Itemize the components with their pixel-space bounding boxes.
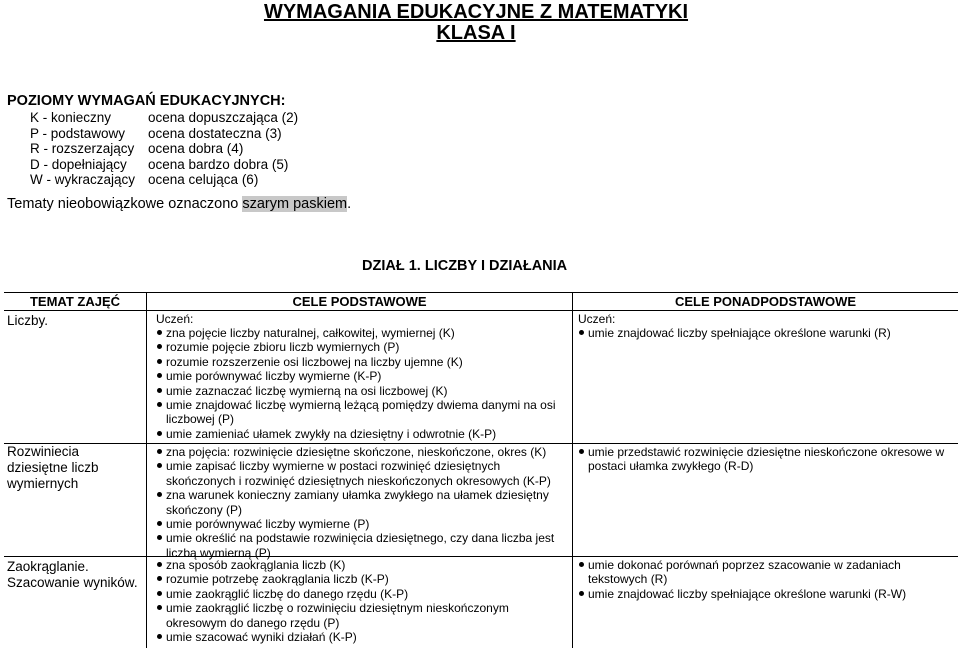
list-item: umie porównywać liczby wymierne (K-P) bbox=[156, 369, 566, 383]
list-item: zna warunek konieczny zamiany ułamka zwykłego na ułamek dziesiętny skończony (P) bbox=[156, 488, 566, 517]
row-divider bbox=[4, 443, 958, 444]
list-item: zna sposób zaokrąglania liczb (K) bbox=[156, 558, 566, 572]
list-item: rozumie rozszerzenie osi liczbowej na liczby ujemne (K) bbox=[156, 355, 566, 369]
list-item: zna pojęcia: rozwinięcie dziesiętne skończone, nieskończone, okres (K) bbox=[156, 445, 566, 459]
column-divider bbox=[146, 293, 147, 648]
list-item: umie zaokrąglić liczbę do danego rzędu (K-P) bbox=[156, 587, 566, 601]
topic-cell: Zaokrąglanie. Szacowanie wyników. bbox=[7, 559, 138, 590]
student-label: Uczeń: bbox=[156, 312, 194, 326]
header-advanced-goals: CELE PONADPODSTAWOWE bbox=[674, 294, 857, 309]
basic-goals-cell bbox=[156, 558, 566, 644]
list-item: umie przedstawić rozwinięcie dziesiętne nieskończone okresowe w postaci ułamka zwykłego (R-D) bbox=[578, 445, 956, 474]
level-grade: ocena dostateczna (3) bbox=[148, 125, 282, 141]
section-title: DZIAŁ 1. LICZBY I DZIAŁANIA bbox=[362, 258, 568, 274]
column-divider bbox=[572, 293, 573, 648]
level-grade: ocena bardzo dobra (5) bbox=[148, 156, 289, 172]
level-grade: ocena celująca (6) bbox=[148, 172, 259, 188]
level-code: K - konieczny bbox=[30, 110, 112, 125]
level-row bbox=[30, 110, 298, 126]
advanced-goals-cell bbox=[578, 312, 956, 340]
list-item: umie zaznaczać liczbę wymierną na osi liczbowej (K) bbox=[156, 384, 566, 398]
list-item: umie zaokrąglić liczbę o rozwinięciu dziesiętnym nieskończonym okresowym do danego rzędu (P) bbox=[156, 601, 566, 630]
list-item: umie znajdować liczbę wymierną leżącą pomiędzy dwiema danymi na osi liczbowej (P) bbox=[156, 398, 566, 427]
list-item: umie zamieniać ułamek zwykły na dziesiętny i odwrotnie (K-P) bbox=[156, 427, 566, 441]
document-title: WYMAGANIA EDUKACYJNE Z MATEMATYKI bbox=[263, 1, 689, 23]
requirements-table bbox=[4, 292, 958, 648]
list-item: umie szacować wyniki działań (K-P) bbox=[156, 630, 566, 644]
level-code: P - podstawowy bbox=[30, 125, 126, 141]
optional-topics-note bbox=[7, 196, 351, 212]
advanced-goals-cell bbox=[578, 445, 956, 474]
level-code: R - rozszerzający bbox=[30, 141, 135, 157]
level-row bbox=[30, 141, 298, 157]
basic-goals-cell bbox=[156, 445, 566, 560]
level-row bbox=[30, 126, 298, 142]
advanced-goals-list bbox=[578, 558, 956, 601]
levels-list bbox=[30, 110, 298, 188]
list-item: umie porównywać liczby wymierne (P) bbox=[156, 517, 566, 531]
note-text: Tematy nieobowiązkowe oznaczono bbox=[7, 196, 243, 212]
note-highlight: szarym paskiem bbox=[242, 196, 348, 212]
level-code: W - wykraczający bbox=[30, 172, 136, 188]
list-item: umie znajdować liczby spełniające określone warunki (R) bbox=[578, 326, 956, 340]
topic-cell: Liczby. bbox=[7, 313, 49, 328]
list-item: rozumie pojęcie zbioru liczb wymiernych (P) bbox=[156, 340, 566, 354]
advanced-goals-cell bbox=[578, 558, 956, 601]
header-basic-goals: CELE PODSTAWOWE bbox=[292, 294, 427, 309]
level-grade: ocena dopuszczająca (2) bbox=[148, 110, 299, 125]
header-topic: TEMAT ZAJĘĆ bbox=[29, 294, 121, 309]
class-title: KLASA I bbox=[436, 22, 516, 44]
level-row bbox=[30, 157, 298, 173]
requirements-heading: POZIOMY WYMAGAŃ EDUKACYJNYCH: bbox=[7, 93, 286, 109]
topic-cell: Rozwiniecia dziesiętne liczb wymiernych bbox=[7, 444, 99, 491]
list-item: umie dokonać porównań poprzez szacowanie w zadaniach tekstowych (R) bbox=[578, 558, 956, 587]
list-item: umie znajdować liczby spełniające określone warunki (R-W) bbox=[578, 587, 956, 601]
level-row bbox=[30, 172, 298, 188]
basic-goals-list bbox=[156, 445, 566, 560]
list-item: rozumie potrzebę zaokrąglania liczb (K-P) bbox=[156, 572, 566, 586]
list-item: umie zapisać liczby wymierne w postaci rozwinięć dziesiętnych skończonych i rozwinięć dziesiętnych nieskończonych okresowych (K-P) bbox=[156, 459, 566, 488]
student-label: Uczeń: bbox=[578, 312, 616, 326]
basic-goals-cell bbox=[156, 312, 566, 441]
list-item: zna pojęcie liczby naturalnej, całkowitej, wymiernej (K) bbox=[156, 326, 566, 340]
level-code: D - dopełniający bbox=[30, 156, 127, 172]
basic-goals-list bbox=[156, 326, 566, 441]
list-item: umie określić na podstawie rozwinięcia dziesiętnego, czy dana liczba jest liczbą wymierną (P) bbox=[156, 531, 566, 560]
row-divider bbox=[4, 310, 958, 311]
advanced-goals-list bbox=[578, 326, 956, 340]
level-grade: ocena dobra (4) bbox=[148, 141, 244, 157]
note-suffix: . bbox=[347, 196, 352, 212]
advanced-goals-list bbox=[578, 445, 956, 474]
basic-goals-list bbox=[156, 558, 566, 644]
